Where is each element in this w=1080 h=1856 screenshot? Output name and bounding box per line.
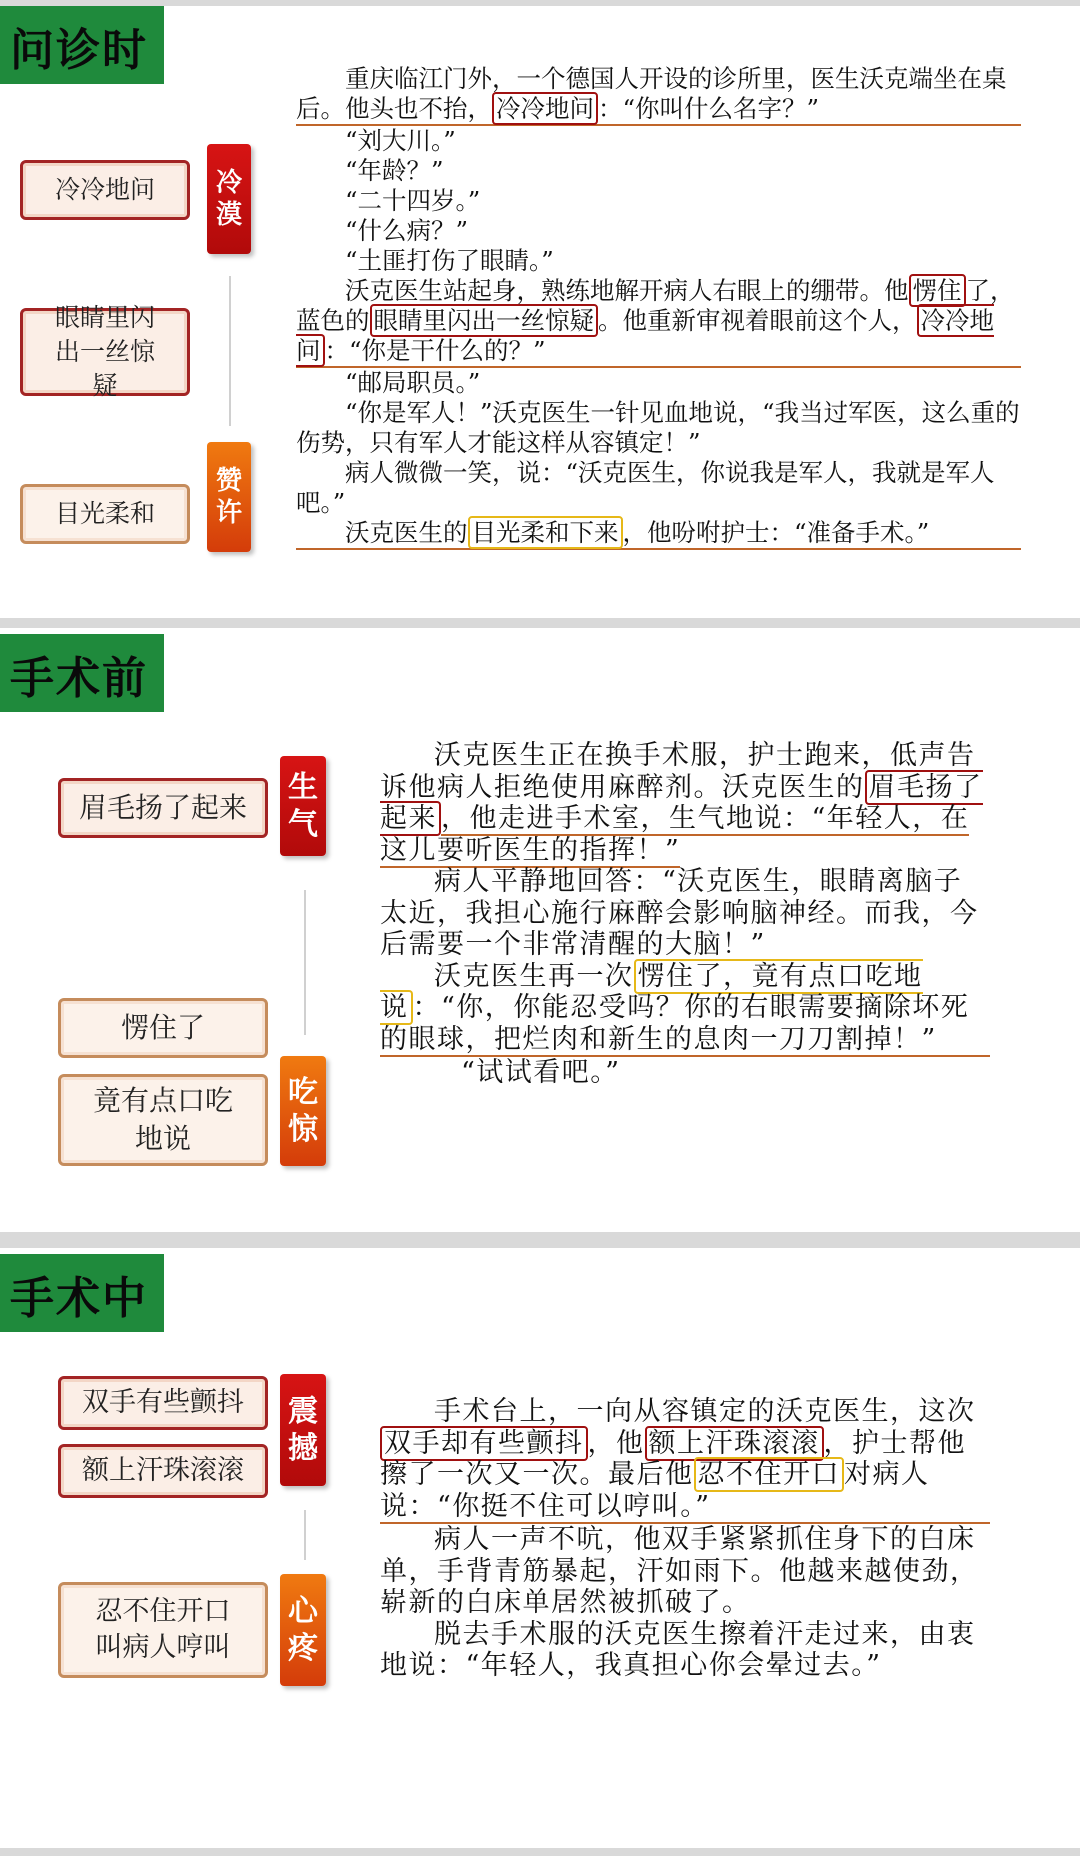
paragraph: “土匪打伤了眼睛。” [345,246,554,275]
tag-heartache: 心疼 [280,1574,326,1686]
paragraph: 沃克医生再一次 愣住了，竟有点口吃地说 ：“你，你能忍受吗？你的右眼需要摘除坏死的眼球，把烂肉和新生的息肉一刀刀割掉！” [380,961,990,1058]
highlight-cold-ask: 冷冷地问 [296,306,994,365]
paragraph: 沃克医生正在换手术服，护士跑来，低声告诉他病人拒绝使用麻醉剂。沃克医生的 眉毛扬了起来 ，他走进手术室，生气地说：“年轻人，在这儿要听医生的指挥！” [380,740,983,866]
tag-angry: 生气 [280,756,326,856]
paragraph: “试试看吧。” [461,1057,621,1088]
label-cold-ask: 冷冷地问 [20,160,190,220]
paragraph: 脱去手术服的沃克医生擦着汗走过来，由衷地说：“年轻人，我真担心你会晕过去。” [380,1618,976,1681]
paragraph: 病人微微一笑，说：“沃克医生，你说我是军人，我就是军人吧。” [296,458,995,517]
label-eyebrows-raised: 眉毛扬了起来 [58,778,268,838]
label-stammer: 竟有点口吃地说 [58,1074,268,1166]
highlight-eyebrows: 眉毛扬了起来 [380,771,983,834]
highlight-stammer: 愣住了，竟有点口吃地说 [380,960,923,1023]
paragraph: 沃克医生站起身，熟练地解开病人右眼上的绷带。他 愣住 了，蓝色的 眼睛里闪出一丝惊疑 。他重新审视着眼前这个人， 冷冷地问 ：“你是干什么的？” [296,276,1021,368]
paragraph: 病人平静地回答：“沃克医生，眼睛离脑子太近，我担心施行麻醉会影响脑神经。而我，今后需要一个非常清醒的大脑！” [380,866,979,960]
paragraph: “年龄？” [345,156,444,185]
paragraph: “邮局职员。” [345,368,481,397]
connector-line [304,890,306,1035]
section-during-surgery [0,1248,1080,1848]
tag-surprised: 吃惊 [280,1056,326,1166]
highlight-gentle-gaze: 目光柔和下来 [468,516,623,549]
label-gentle-gaze: 目光柔和 [20,484,190,544]
paragraph: “刘大川。” [345,126,456,155]
section-before-surgery [0,628,1080,1232]
highlight-urge: 忍不住开口 [694,1457,845,1492]
label-eyes-doubt: 眼睛里闪出一丝惊疑 [20,308,190,396]
label-hands-tremble: 双手有些颤抖 [58,1376,268,1430]
section-title: 手术中 [0,1254,164,1332]
paragraph: 病人一声不吭，他双手紧紧抓住身下的白床单，手背青筋暴起，汗如雨下。他越来越使劲，崭新的白床单居然被抓破了。 [380,1524,979,1618]
paragraph: 沃克医生的 目光柔和下来 ，他吩咐护士：“准备手术。” [296,518,1021,550]
label-stunned: 愣住了 [58,998,268,1058]
story-text [380,1396,990,1682]
highlight-stunned: 愣住 [909,274,966,307]
section-title: 问诊时 [0,6,164,84]
highlight-cold-ask: 冷冷地问 [492,92,598,125]
label-urge-groan: 忍不住开口叫病人哼叫 [58,1582,268,1678]
section-inquiry [0,6,1080,618]
paragraph: 手术台上，一向从容镇定的沃克医生，这次双手却有些颤抖 ，他 额上汗珠滚滚 ，护士帮他擦了一次又一次。最后他 忍不住开口 对病人说：“你挺不住可以哼叫。” [380,1396,990,1524]
tag-indifferent: 冷漠 [207,144,251,254]
section-title: 手术前 [0,634,164,712]
paragraph: “什么病？” [345,216,469,245]
label-sweat: 额上汗珠滚滚 [58,1444,268,1498]
tag-approval: 赞许 [207,442,251,552]
story-text [380,740,990,1089]
paragraph: 重庆临江门外，一个德国人开设的诊所里，医生沃克端坐在桌后。他头也不抬， 冷冷地问 ：“你叫什么名字？” [296,64,1021,126]
connector-line [304,1510,306,1560]
paragraph: “你是军人！”沃克医生一针见血地说，“我当过军医，这么重的伤势，只有军人才能这样从容镇定！” [296,398,1020,457]
story-text [296,64,1021,550]
highlight-sweat: 额上汗珠滚滚 [645,1426,824,1461]
connector-line [229,276,231,426]
highlight-eyes-doubt: 眼睛里闪出一丝惊疑 [370,304,599,337]
paragraph: “二十四岁。” [345,186,481,215]
tag-shocked: 震撼 [280,1374,326,1486]
highlight-hands: 双手却有些颤抖 [380,1426,588,1461]
